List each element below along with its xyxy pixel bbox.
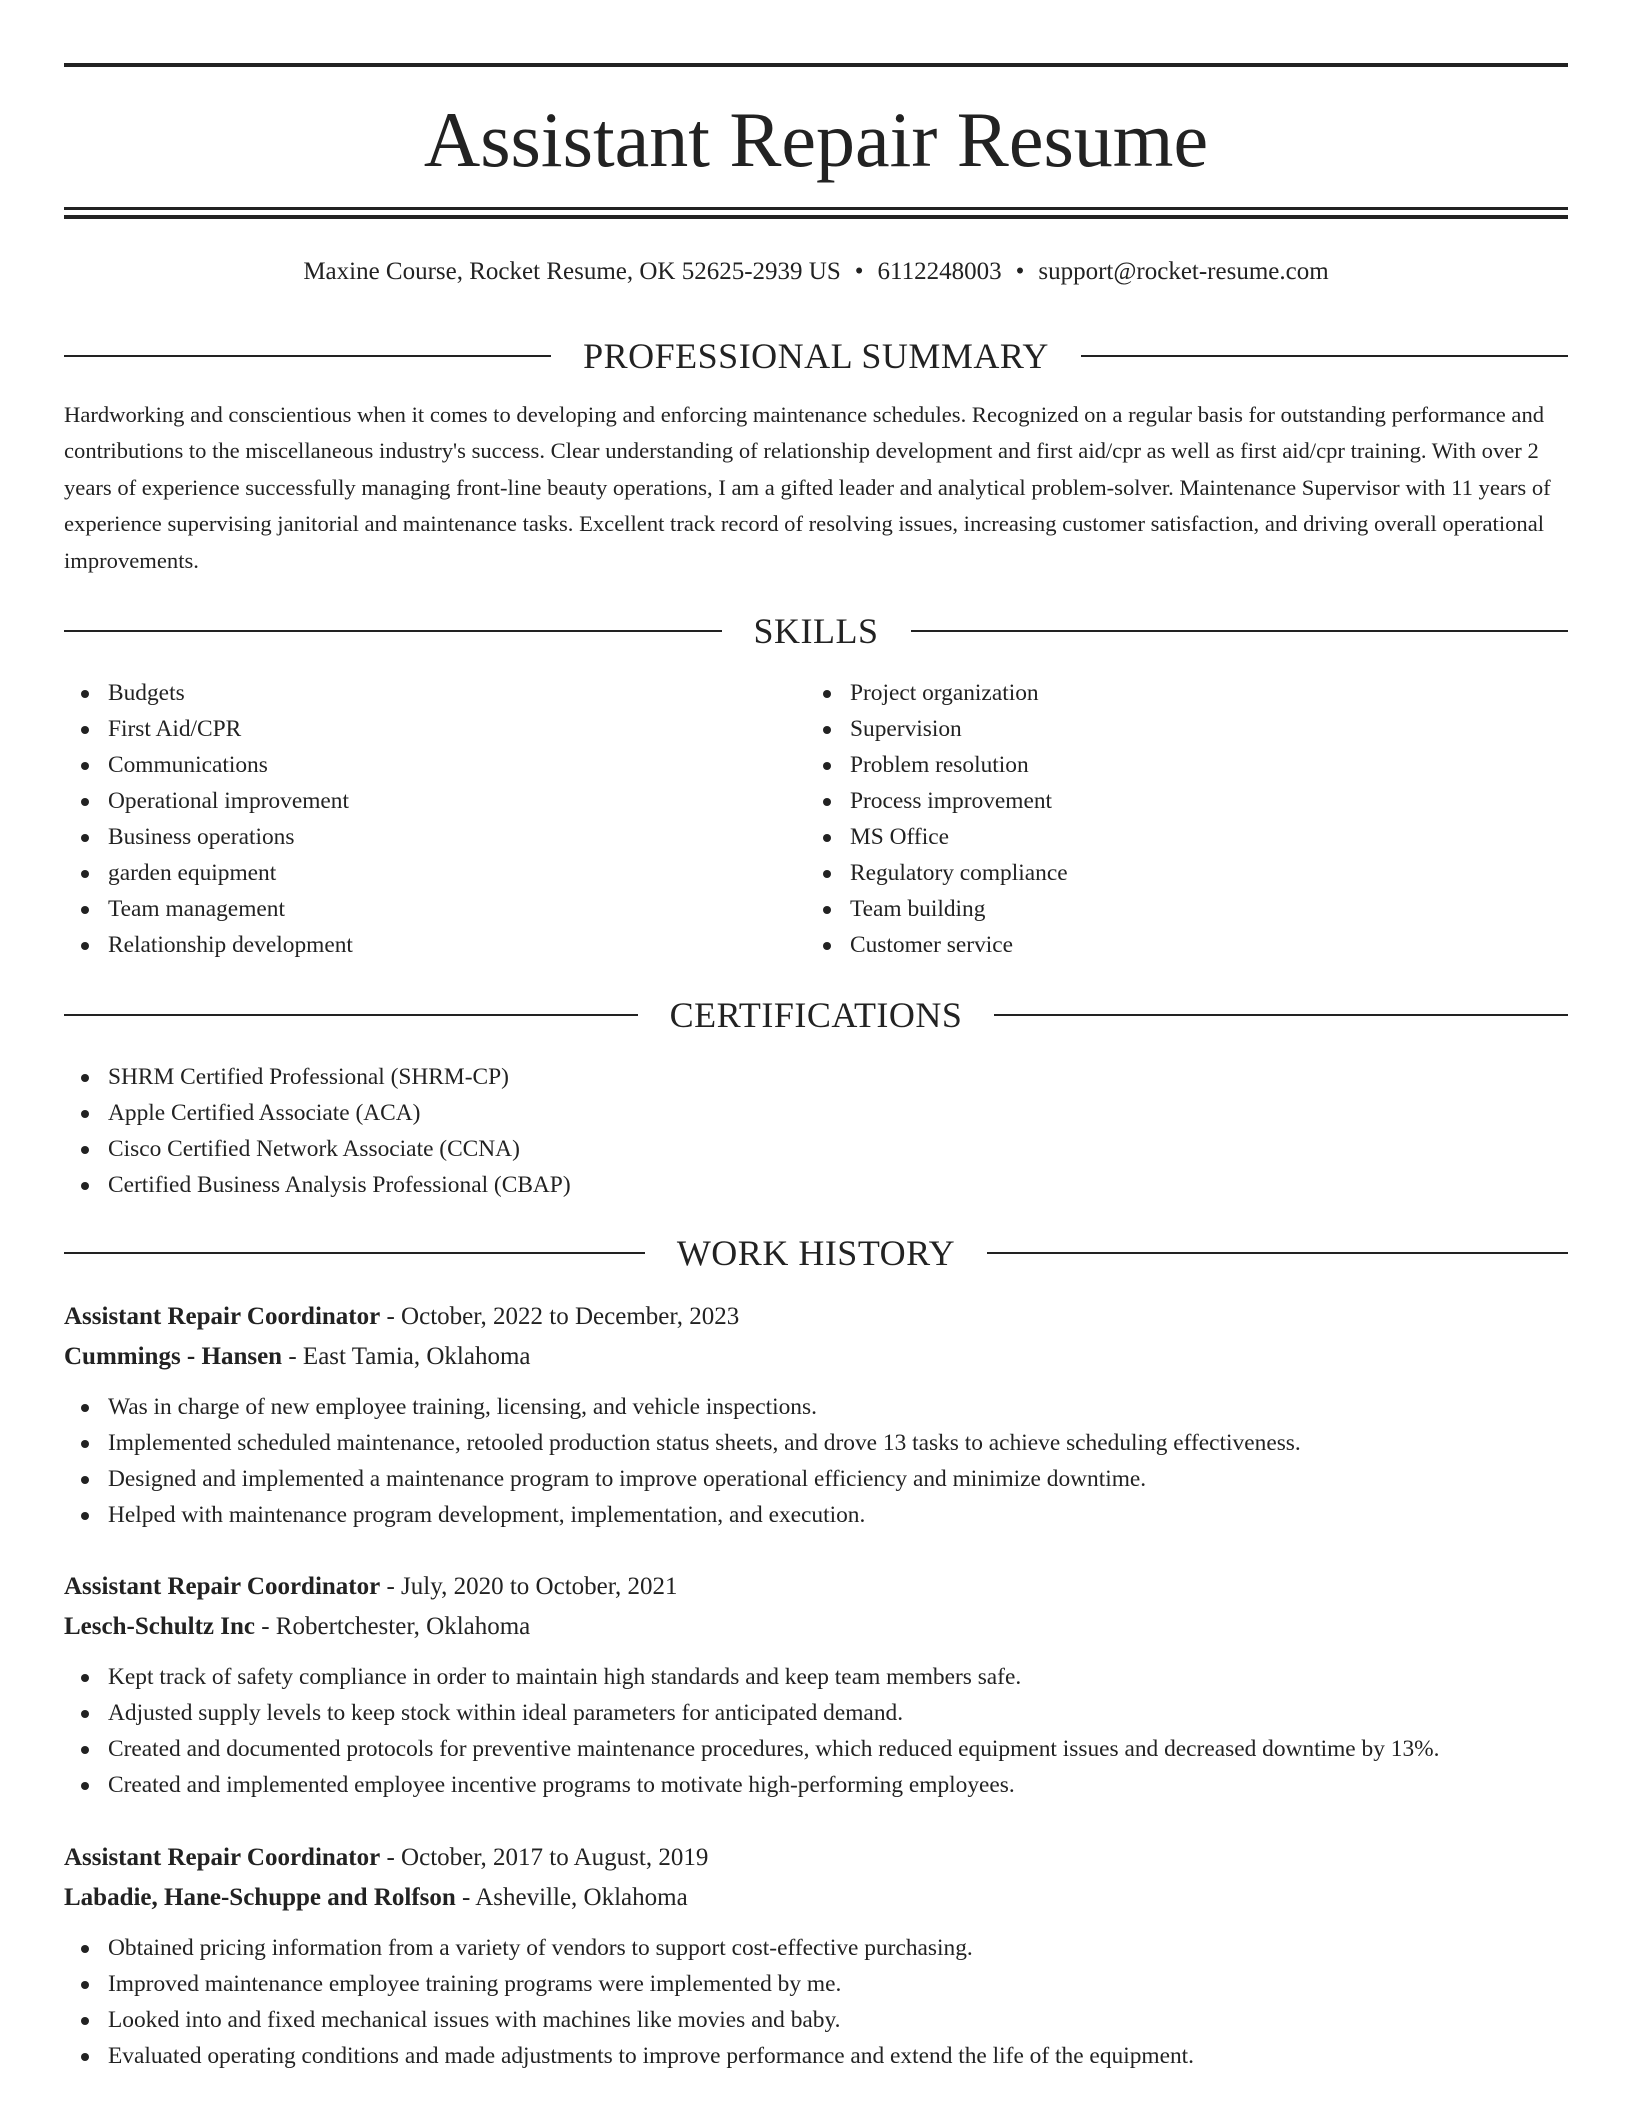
job-dates: - October, 2022 to December, 2023 [380,1303,740,1330]
page-title: Assistant Repair Resume [423,96,1209,183]
skill-item: First Aid/CPR [64,711,764,747]
job-bullet: Improved maintenance employee training programs were implemented by me. [64,1966,1568,2002]
job-bullets [64,1389,1568,1533]
job-title: Assistant Repair Coordinator [64,1303,381,1330]
job-bullet: Kept track of safety compliance in order to maintain high standards and keep team members safe. [64,1659,1568,1695]
contact-separator: • [854,258,864,285]
job-bullets [64,1659,1568,1803]
job-location: - Asheville, Oklahoma [455,1884,688,1911]
contact-address: Maxine Course, Rocket Resume, OK 52625-2939 US [303,258,841,285]
skill-item: Business operations [64,819,764,855]
section-heading-skills [64,609,1568,653]
skill-item: Team management [64,891,764,927]
job-bullet: Helped with maintenance program development, implementation, and execution. [64,1497,1568,1533]
certification-item: SHRM Certified Professional (SHRM-CP) [64,1059,1568,1095]
job-entry [64,1567,1568,1803]
job-company: Cummings - Hansen [64,1343,283,1370]
skill-item: Regulatory compliance [806,855,1506,891]
job-bullet: Designed and implemented a maintenance program to improve operational efficiency and minimize downtime. [64,1461,1568,1497]
job-title: Assistant Repair Coordinator [64,1573,381,1600]
contact-separator: • [1015,258,1025,285]
skill-item: Communications [64,747,764,783]
section-title-work-history: WORK HISTORY [676,1233,956,1273]
skills-list-left [64,675,764,963]
section-title-certifications: CERTIFICATIONS [669,995,963,1035]
job-bullet: Created and implemented employee incentive programs to motivate high-performing employees. [64,1767,1568,1803]
section-title-skills: SKILLS [753,611,879,651]
job-location: - Robertchester, Oklahoma [254,1613,531,1640]
job-entry [64,1838,1568,2074]
job-bullet: Created and documented protocols for preventive maintenance procedures, which reduced equipment issues and decreased downtime by 13%. [64,1731,1568,1767]
section-heading-summary [64,334,1568,378]
skill-item: Project organization [806,675,1506,711]
job-dates: - July, 2020 to October, 2021 [380,1573,678,1600]
job-bullet: Looked into and fixed mechanical issues with machines like movies and baby. [64,2002,1568,2038]
skill-item: Customer service [806,927,1506,963]
skill-item: Team building [806,891,1506,927]
skill-item: Problem resolution [806,747,1506,783]
skill-item: MS Office [806,819,1506,855]
title-double-rule [64,207,1568,219]
job-entry [64,1297,1568,1533]
skill-item: Budgets [64,675,764,711]
certifications-list [64,1059,1568,1203]
job-bullet: Evaluated operating conditions and made adjustments to improve performance and extend the life of the equipment. [64,2038,1568,2074]
job-bullet: Implemented scheduled maintenance, retooled production status sheets, and drove 13 tasks to achieve scheduling effectiveness. [64,1425,1568,1461]
job-bullets [64,1930,1568,2074]
certification-item: Certified Business Analysis Professional (CBAP) [64,1167,1568,1203]
job-company: Lesch-Schultz Inc [64,1613,255,1640]
skill-item: Supervision [806,711,1506,747]
skills-list-right [806,675,1506,963]
contact-line [64,252,1568,292]
skill-item: Relationship development [64,927,764,963]
skill-item: garden equipment [64,855,764,891]
section-heading-certifications [64,993,1568,1037]
contact-phone: 6112248003 [877,258,1002,285]
job-title: Assistant Repair Coordinator [64,1844,381,1871]
job-company: Labadie, Hane-Schuppe and Rolfson [64,1884,456,1911]
job-location: - East Tamia, Oklahoma [282,1343,531,1370]
certification-item: Cisco Certified Network Associate (CCNA) [64,1131,1568,1167]
skill-item: Operational improvement [64,783,764,819]
section-title-summary: PROFESSIONAL SUMMARY [583,336,1049,376]
job-bullet: Obtained pricing information from a variety of vendors to support cost-effective purchasing. [64,1930,1568,1966]
job-dates: - October, 2017 to August, 2019 [380,1844,709,1871]
top-rule [64,63,1568,67]
job-bullet: Was in charge of new employee training, licensing, and vehicle inspections. [64,1389,1568,1425]
certification-item: Apple Certified Associate (ACA) [64,1095,1568,1131]
section-heading-work-history [64,1231,1568,1275]
professional-summary-text: Hardworking and conscientious when it comes to developing and enforcing maintenance schedules. Recognized on a regular basis for outstanding performance and contributions to the miscellaneous industry's success. Clear understanding of relationship development and first aid/cpr as well as first aid/cpr training. With over 2 years of experience successfully managing front-line beauty operations, I am a gifted leader and analytical problem-solver. Maintenance Supervisor with 11 years of experience supervising janitorial and maintenance tasks. Excellent track record of resolving issues, increasing customer satisfaction, and driving overall operational improvements. [64,402,1551,573]
skill-item: Process improvement [806,783,1506,819]
job-bullet: Adjusted supply levels to keep stock within ideal parameters for anticipated demand. [64,1695,1568,1731]
contact-email: support@rocket-resume.com [1038,258,1329,285]
